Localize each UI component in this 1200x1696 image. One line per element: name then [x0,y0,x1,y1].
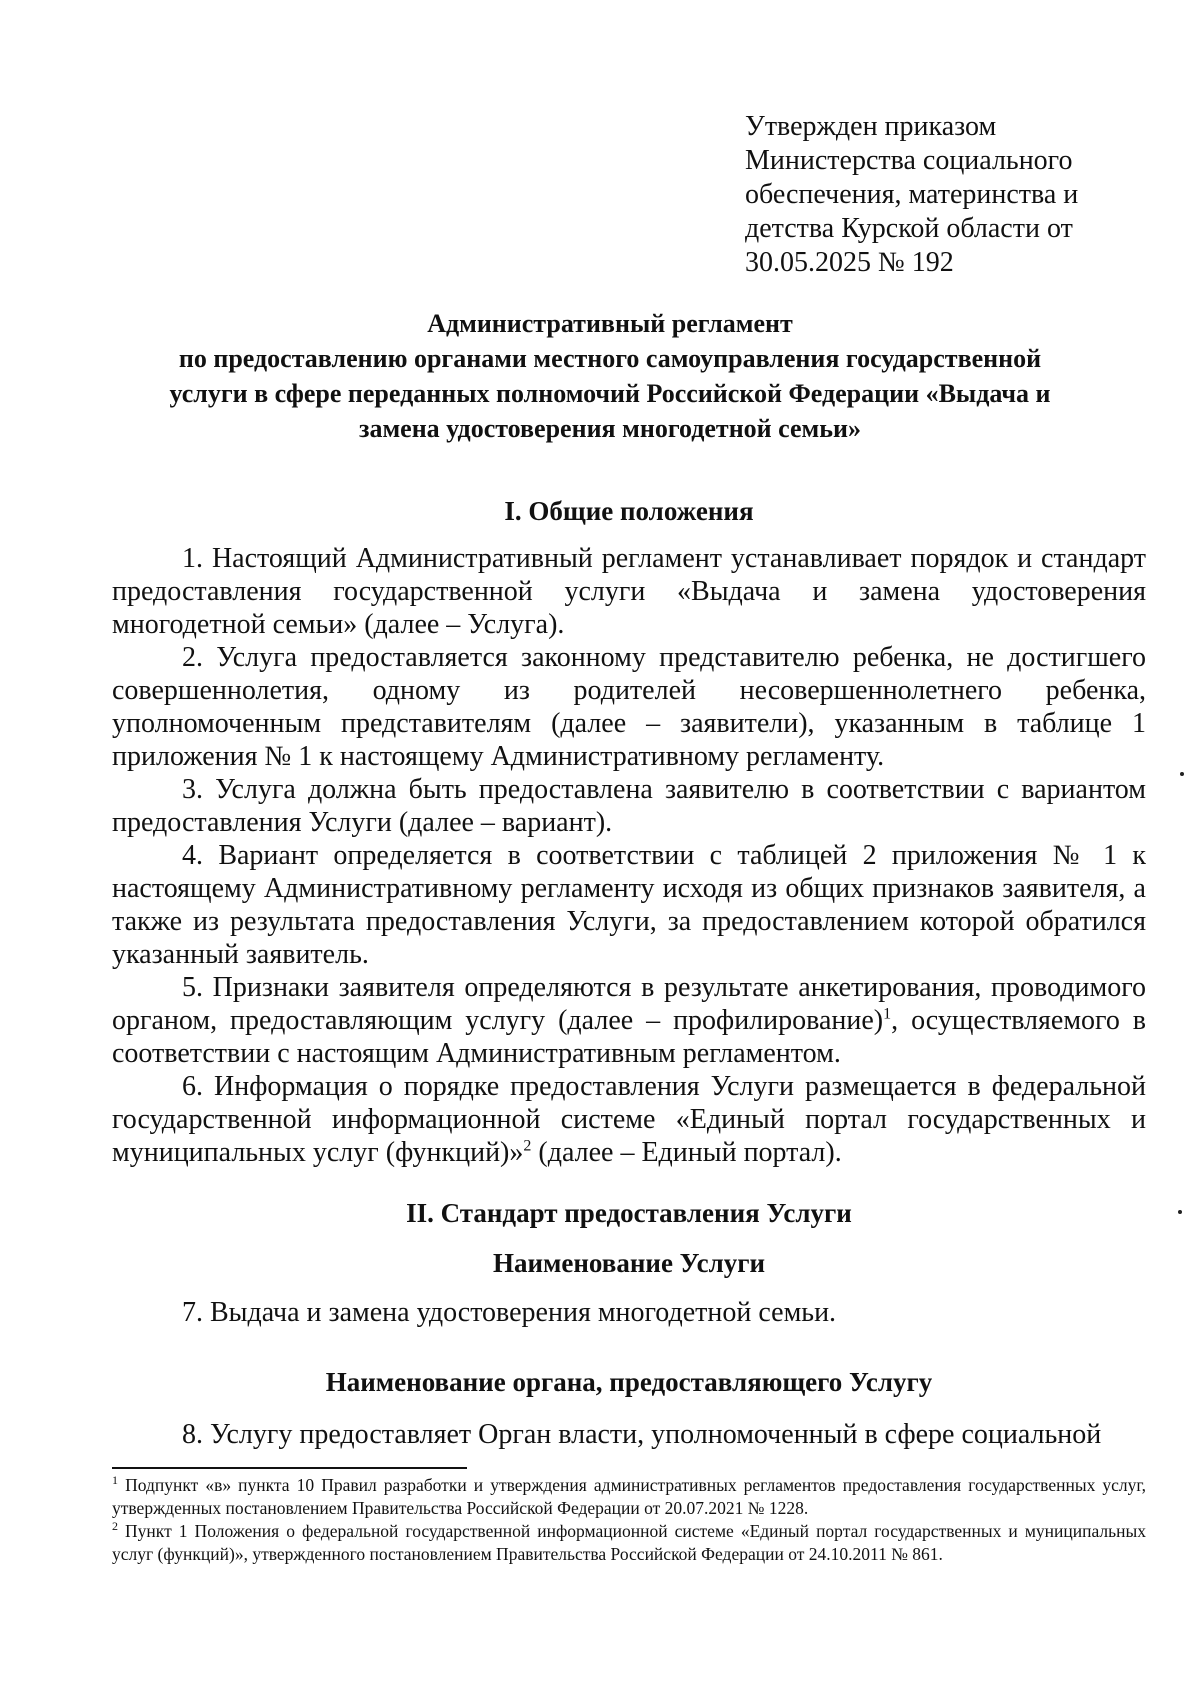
footnote-ref-1: 1 [883,1005,892,1023]
section-heading-standard: II. Стандарт предоставления Услуги [406,1198,852,1228]
subheading-authority: Наименование органа, предоставляющего Услугу [325,1367,933,1397]
paragraph-6 [112,1070,1146,1169]
approval-line: обеспечения, материнства и [745,179,1079,210]
section-heading-general: I. Общие положения [504,496,754,526]
scan-speck [1178,1210,1182,1214]
paragraph-7: 7. Выдача и замена удостоверения многодетной семьи. [182,1297,837,1328]
footnote-1 [112,1474,1146,1520]
approval-stamp [745,110,1105,280]
paragraph-6-tail: (далее – Единый портал). [531,1137,842,1168]
paragraph-3: 3. Услуга должна быть предоставлена заявителю в соответствии с вариантом предоставления Услуги (далее – вариант). [112,774,1146,838]
approval-line: Утвержден приказом [745,111,997,142]
title-line: замена удостоверения многодетной семьи» [359,414,861,443]
paragraph-1: 1. Настоящий Административный регламент устанавливает порядок и стандарт предоставления государственной услуги «Выдача и замена удостоверения многодетной семьи» (далее – Услуга). [112,543,1146,640]
approval-line: 30.05.2025 № 192 [745,247,954,278]
paragraph-6-text: 6. Информация о порядке предоставления Услуги размещается в федеральной государственной информационной системе «Единый портал государственных и муниципальных услуг (функций)» [112,1071,1146,1168]
section-general-body [112,542,1146,1169]
subheading-service-name: Наименование Услуги [492,1248,766,1278]
footnote-text: Пункт 1 Положения о федеральной государственной информационной системе «Единый портал государственных и муниципальных услуг (функций)», утвержденного постановлением Правительства Российской Федерации от 24.10.2011 № 861. [112,1521,1146,1564]
footnote-mark: 2 [112,1519,118,1534]
title-line: услуги в сфере переданных полномочий Российской Федерации «Выдача и [169,379,1051,408]
paragraph-8: 8. Услугу предоставляет Орган власти, уполномоченный в сфере социальной [182,1419,1102,1450]
paragraph-5-tail: , осуществляемого в соответствии с настоящим Административным регламентом. [112,1005,1146,1069]
approval-line: детства Курской области от [745,213,1073,244]
footnotes [112,1474,1146,1566]
title-line: Административный регламент [427,309,793,338]
paragraph-2: 2. Услуга предоставляется законному представителю ребенка, не достигшего совершеннолетия, одному из родителей несовершеннолетнего ребенка, уполномоченным представителям (далее – заявители), указанным в таблице 1 приложения № 1 к настоящему Административному регламенту. [112,642,1146,772]
footnote-separator [112,1467,467,1469]
footnote-ref-2: 2 [523,1137,532,1155]
footnote-mark: 1 [112,1473,118,1488]
paragraph-7-block [112,1296,1146,1329]
document-title [110,306,1110,446]
paragraph-4: 4. Вариант определяется в соответствии с таблицей 2 приложения № 1 к настоящему Административному регламенту исходя из общих признаков заявителя, а также из результата предоставления Услуги, за предоставлением которой обратился указанный заявитель. [112,840,1146,970]
paragraph-8-block [112,1418,1146,1451]
paragraph-5 [112,971,1146,1070]
title-line: по предоставлению органами местного самоуправления государственной [178,344,1042,373]
footnote-2 [112,1520,1146,1566]
paragraph-5-text: 5. Признаки заявителя определяются в результате анкетирования, проводимого органом, предоставляющим услугу (далее – профилирование) [112,972,1146,1036]
scan-speck [1180,772,1184,776]
approval-line: Министерства социального [745,145,1073,176]
footnote-text: Подпункт «в» пункта 10 Правил разработки и утверждения административных регламентов предоставления государственных услуг, утвержденных постановлением Правительства Российской Федерации от 20.07.2021 № 1228. [112,1475,1146,1518]
